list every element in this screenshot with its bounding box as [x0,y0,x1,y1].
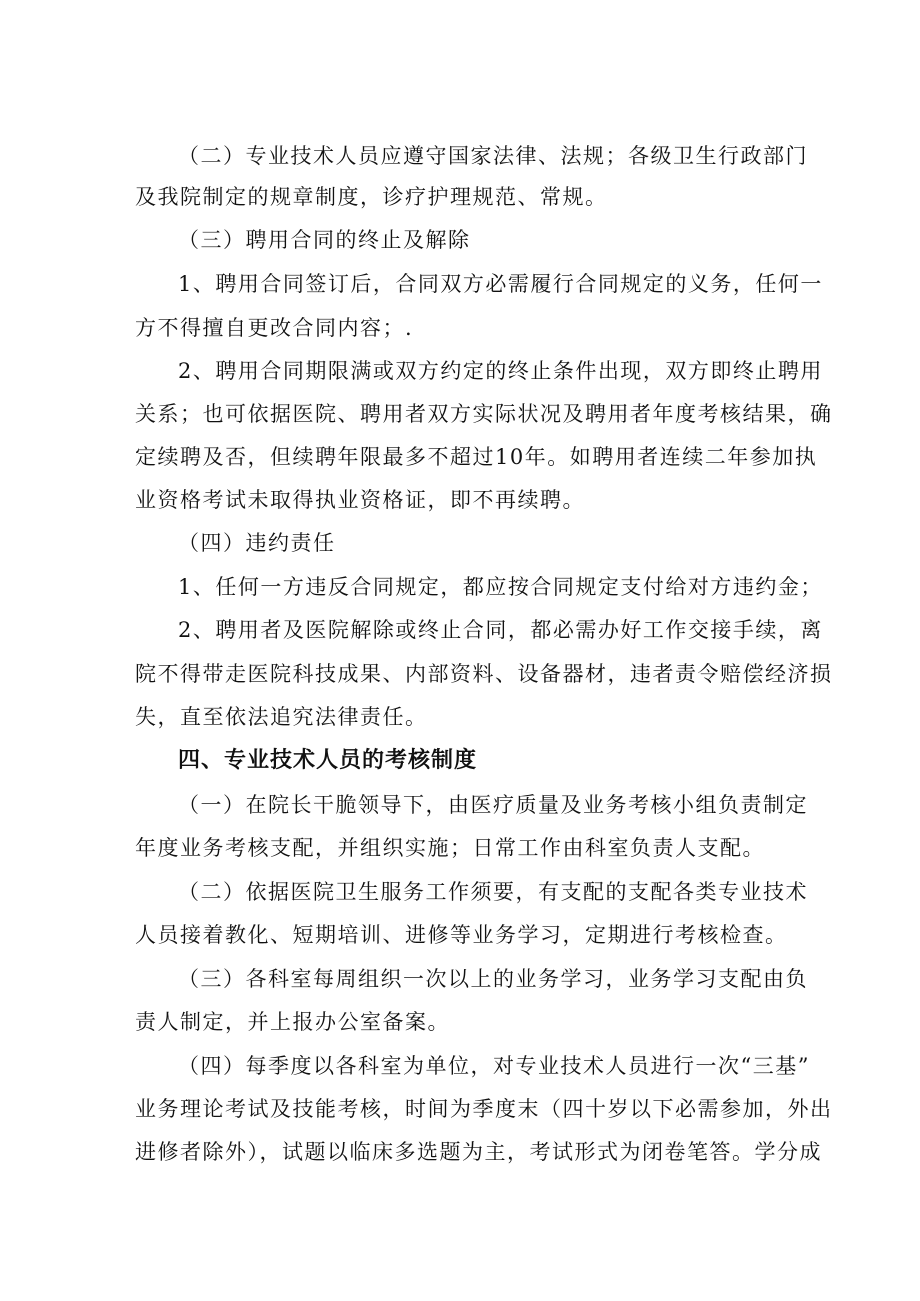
section-heading: 四、专业技术人员的考核制度 [178,748,478,773]
paragraph-line: （一）在院长干脆领导下，由医疗质量及业务考核小组负责制定 [178,793,808,817]
paragraph-line: 业务理论考试及技能考核，时间为季度末（四十岁以下必需参加，外出 [135,1097,833,1121]
paragraph-line: 失，直至依法追究法律责任。 [135,705,428,729]
paragraph-line: 1、任何一方违反合同规定，都应按合同规定支付给对方违约金； [178,575,823,599]
paragraph-line: 2、聘用者及医院解除或终止合同，都必需办好工作交接手续，离 [178,618,823,642]
paragraph-line: 方不得擅自更改合同内容；. [135,316,414,340]
paragraph-line: 定续聘及否，但续聘年限最多不超过10年。如聘用者连续二年参加执 [135,445,818,469]
paragraph-line: 关系；也可依据医院、聘用者双方实际状况及聘用者年度考核结果，确 [135,402,833,426]
paragraph-line: （二）依据医院卫生服务工作须要，有支配的支配各类专业技术 [178,880,808,904]
paragraph-line: （二）专业技术人员应遵守国家法律、法规；各级卫生行政部门 [178,144,808,168]
paragraph-line: 院不得带走医院科技成果、内部资料、设备器材，违者责令赔偿经济损 [135,662,833,686]
paragraph-line: 2、聘用合同期限满或双方约定的终止条件出现，双方即终止聘用 [178,359,823,383]
paragraph-line: （三）各科室每周组织一次以上的业务学习，业务学习支配由负 [178,967,808,991]
paragraph-line: 人员接着教化、短期培训、进修等业务学习，定期进行考核检查。 [135,923,788,947]
paragraph-line: 进修者除外），试题以临床多选题为主，考试形式为闭卷笔答。学分成 [135,1140,822,1164]
paragraph-line: 年度业务考核支配，并组织实施；日常工作由科室负责人支配。 [135,836,765,860]
paragraph-line: 1、聘用合同签订后，合同双方必需履行合同规定的义务，任何一 [178,272,823,296]
paragraph-line: 及我院制定的规章制度，诊疗护理规范、常规。 [135,185,608,209]
paragraph-line: 责人制定，并上报办公室备案。 [135,1010,450,1034]
subsection-title: （三）聘用合同的终止及解除 [178,228,471,252]
subsection-title: （四）违约责任 [178,531,336,555]
paragraph-line: 业资格考试未取得执业资格证，即不再续聘。 [135,488,585,512]
paragraph-line: （四）每季度以各科室为单位，对专业技术人员进行一次“三基” [178,1054,810,1078]
